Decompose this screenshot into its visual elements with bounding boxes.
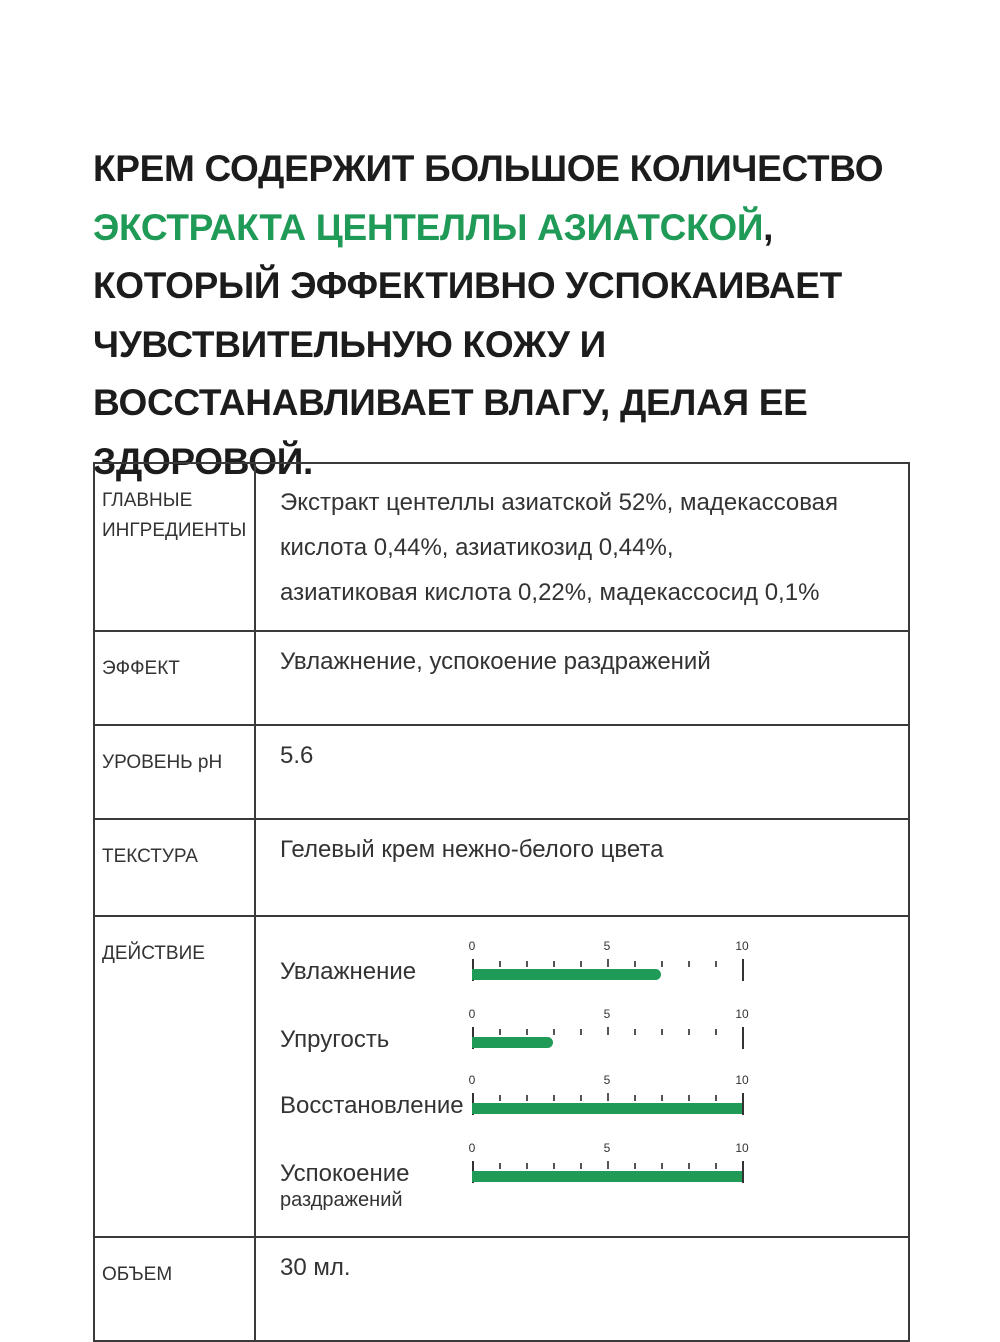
ingredients-line: Экстракт центеллы азиатской 52%, мадекассовая — [280, 489, 839, 516]
rating-bar — [472, 1171, 742, 1182]
headline — [93, 140, 953, 491]
scale-tick-label: 10 — [735, 1073, 749, 1087]
action-item-sub: раздражений — [280, 1189, 403, 1211]
scale-tick — [580, 1163, 582, 1169]
scale-tick — [634, 1095, 636, 1101]
scale-tick — [688, 1029, 690, 1035]
scale-tick-label: 0 — [468, 1073, 476, 1087]
texture-value: Гелевый крем нежно-белого цвета — [255, 819, 909, 916]
scale-tick — [661, 1029, 663, 1035]
scale-tick — [715, 1163, 717, 1169]
action-scales — [256, 917, 908, 1214]
ingredients-value — [255, 463, 909, 631]
scale-tick — [526, 1095, 528, 1101]
scale-tick — [715, 1029, 717, 1035]
action-item-label — [280, 1161, 409, 1213]
scale-tick — [580, 961, 582, 967]
action-item-label — [280, 1027, 389, 1053]
action-item-name: Увлажнение — [280, 958, 417, 985]
rating-scale — [468, 1007, 749, 1057]
rating-scale — [468, 1141, 749, 1191]
scale-tick-label: 0 — [468, 939, 476, 953]
scale-tick — [499, 1163, 501, 1169]
scale-end-line — [742, 1027, 744, 1049]
scale-tick-label: 10 — [735, 939, 749, 953]
spec-table — [93, 462, 910, 1342]
action-item-name: Восстановление — [280, 1092, 464, 1119]
scale-tick — [634, 961, 636, 967]
scale-tick — [607, 1027, 609, 1035]
ingredients-line: кислота 0,44%, азиатикозид 0,44%, — [280, 534, 674, 561]
effect-value: Увлажнение, успокоение раздражений — [255, 631, 909, 725]
scale-tick-label: 10 — [735, 1141, 749, 1155]
scale-tick — [661, 961, 663, 967]
ingredients-label: ГЛАВНЫЕ ИНГРЕДИЕНТЫ — [94, 463, 255, 631]
scale-tick-label: 0 — [468, 1141, 476, 1155]
scale-tick-label: 10 — [735, 1007, 749, 1021]
scale-tick — [634, 1163, 636, 1169]
ph-label: УРОВЕНЬ pH — [94, 725, 255, 819]
scale-tick — [661, 1163, 663, 1169]
texture-label: ТЕКСТУРА — [94, 819, 255, 916]
row-effect — [94, 631, 909, 725]
scale-tick — [553, 961, 555, 967]
action-item-label — [280, 1093, 464, 1119]
scale-tick — [553, 1095, 555, 1101]
scale-tick-label: 5 — [603, 939, 611, 953]
scale-tick-label: 0 — [468, 1007, 476, 1021]
rating-bar — [472, 1037, 553, 1048]
rating-scale — [468, 1073, 749, 1123]
scale-tick — [526, 1163, 528, 1169]
action-item-name: Успокоение — [280, 1160, 410, 1187]
action-label: ДЕЙСТВИЕ — [94, 916, 255, 1237]
rating-bar — [472, 969, 661, 980]
scale-tick — [526, 961, 528, 967]
headline-part2: , КОТОРЫЙ ЭФФЕКТИВНО УСПОКАИВАЕТ ЧУВСТВИТЕЛЬНУЮ КОЖУ И ВОССТАНАВЛИВАЕТ ВЛАГУ, ДЕЛАЯ ЕЕ ЗДОРОВОЙ. — [93, 206, 842, 482]
row-ph — [94, 725, 909, 819]
scale-tick — [688, 1163, 690, 1169]
scale-tick — [580, 1095, 582, 1101]
action-value — [255, 916, 909, 1237]
ph-value: 5.6 — [255, 725, 909, 819]
volume-value: 30 мл. — [255, 1237, 909, 1341]
row-volume — [94, 1237, 909, 1341]
volume-label: ОБЪЕМ — [94, 1237, 255, 1341]
scale-tick — [580, 1029, 582, 1035]
scale-end-line — [742, 1161, 744, 1183]
scale-tick — [499, 1095, 501, 1101]
action-item-name: Упругость — [280, 1026, 390, 1053]
scale-end-line — [742, 959, 744, 981]
action-item-label — [280, 959, 416, 985]
scale-tick — [499, 1029, 501, 1035]
ingredients-line: азиатиковая кислота 0,22%, мадекассосид 0,1% — [280, 579, 820, 606]
scale-end-line — [742, 1093, 744, 1115]
rating-scale — [468, 939, 749, 989]
row-texture — [94, 819, 909, 916]
scale-tick — [715, 1095, 717, 1101]
scale-tick-label: 5 — [603, 1073, 611, 1087]
scale-tick — [607, 959, 609, 967]
scale-tick — [715, 961, 717, 967]
scale-tick — [607, 1161, 609, 1169]
scale-tick — [553, 1029, 555, 1035]
scale-tick — [688, 961, 690, 967]
row-ingredients — [94, 463, 909, 631]
rating-bar — [472, 1103, 742, 1114]
scale-tick — [607, 1093, 609, 1101]
headline-accent: ЭКСТРАКТА ЦЕНТЕЛЛЫ АЗИАТСКОЙ — [93, 206, 764, 248]
scale-tick-label: 5 — [603, 1141, 611, 1155]
scale-tick — [553, 1163, 555, 1169]
scale-tick — [634, 1029, 636, 1035]
scale-tick — [688, 1095, 690, 1101]
headline-part1: КРЕМ СОДЕРЖИТ БОЛЬШОЕ КОЛИЧЕСТВО — [93, 148, 884, 189]
scale-tick — [661, 1095, 663, 1101]
row-action — [94, 916, 909, 1237]
scale-tick — [499, 961, 501, 967]
scale-tick-label: 5 — [603, 1007, 611, 1021]
scale-tick — [526, 1029, 528, 1035]
effect-label: ЭФФЕКТ — [94, 631, 255, 725]
